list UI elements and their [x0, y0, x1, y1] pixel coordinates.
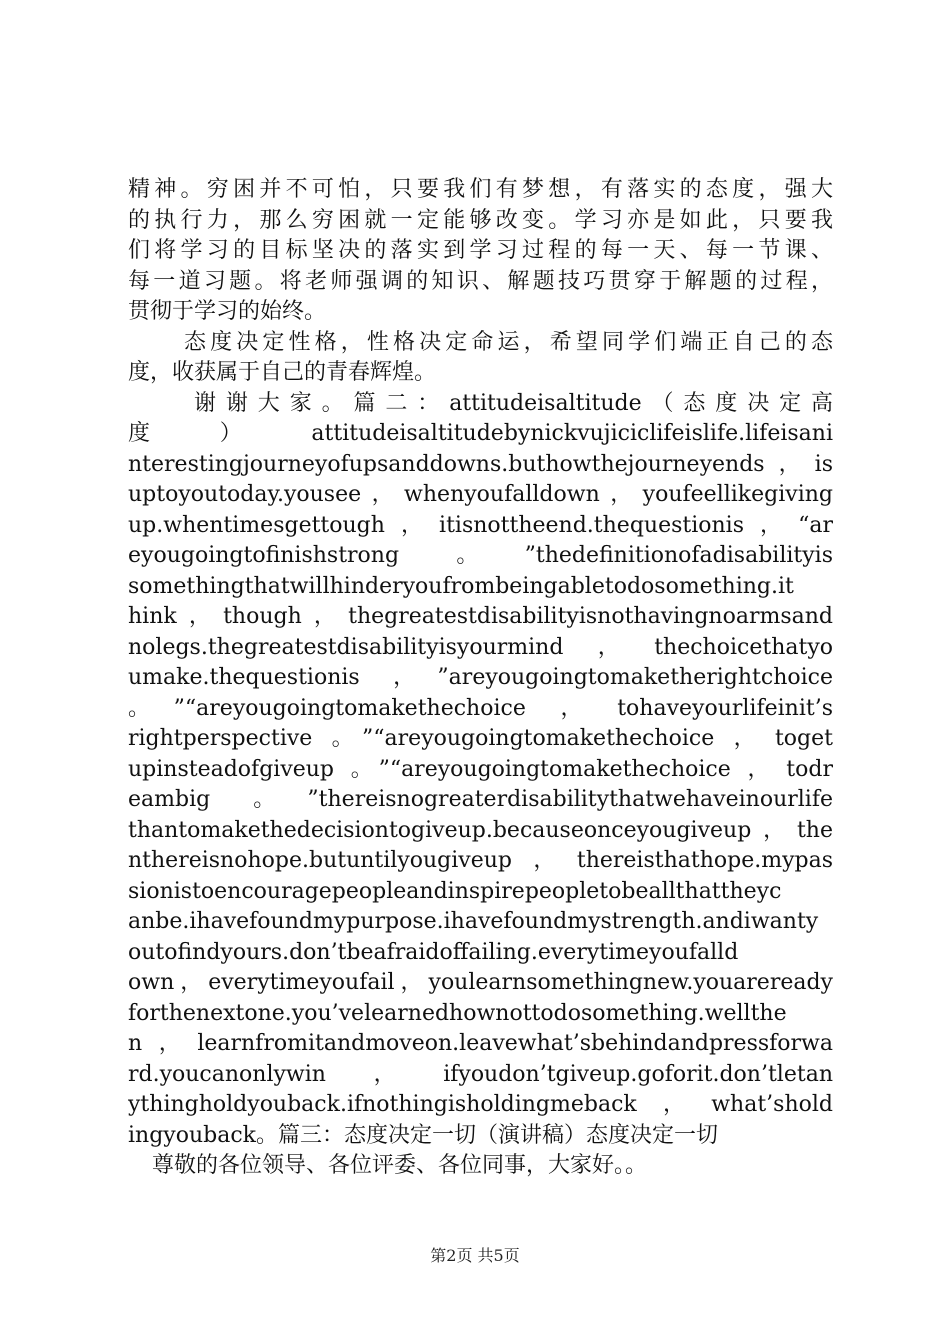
text-line: own，everytimeyoufail，youlearnsomethingnew.youareready [128, 970, 833, 995]
text-line: 精神。穷困并不可怕，只要我们有梦想，有落实的态度，强大 [128, 177, 833, 202]
text-line: nterestingjourneyofupsanddowns.buthowthejourneyends，is [128, 451, 833, 477]
text-line: n，learnfromitandmoveon.leavewhat’sbehindandpressforwa [128, 1031, 833, 1056]
text-line: 度）attitudeisaltitudebynickvujiciclifeislife.lifeisani [128, 421, 833, 446]
text-line: nthereisnohope.butuntilyougiveup，thereisthathope.mypas [128, 848, 833, 873]
text-line: uptoyoutoday.yousee，whenyoufalldown，youfeellikegiving [128, 482, 833, 507]
text-line: 。”“areyougoingtomakethechoice，tohaveyourlifeinit’s [128, 695, 833, 721]
text-line: 贯彻于学习的始终。 [128, 299, 327, 324]
text-line: ingyouback。篇三：态度决定一切（演讲稿）态度决定一切 [128, 1122, 718, 1148]
text-line: nolegs.thegreatestdisabilityisyourmind，thechoicethatyo [128, 634, 833, 660]
text-line: 谢谢大家。篇二：attitudeisaltitude（态度决定高 [194, 390, 833, 416]
text-line: rightperspective。”“areyougoingtomakethechoice，toget [128, 726, 833, 751]
text-line: hink，though，thegreatestdisabilityisnothavingnoarmsand [128, 604, 833, 629]
page-number-footer: 第2页 共5页 [430, 1246, 520, 1265]
text-line: ythingholdyouback.ifnothingisholdingmeback，what’shold [128, 1092, 833, 1117]
text-line: outofindyours.don’tbeafraidoffailing.everytimeyoufalld [128, 939, 739, 965]
text-line: upinsteadofgiveup。”“areyougoingtomakethechoice，todr [128, 756, 833, 782]
text-line: eyougoingtofinishstrong。”thedefinitionofadisabilityis [128, 543, 833, 568]
text-line: eambig。”thereisnogreaterdisabilitythatwehaveinourlife [128, 787, 833, 812]
text-line: 尊敬的各位领导、各位评委、各位同事，大家好。。 [152, 1153, 648, 1178]
text-line: 态度决定性格，性格决定命运，希望同学们端正自己的态 [184, 329, 833, 355]
text-line: anbe.ihavefoundmypurpose.ihavefoundmystrength.andiwanty [128, 909, 819, 934]
text-line: 度，收获属于自己的青春辉煌。 [128, 360, 437, 385]
text-line: 的执行力，那么穷困就一定能够改变。学习亦是如此，只要我 [128, 207, 833, 233]
text-line: umake.thequestionis，”areyougoingtomaketherightchoice [128, 665, 833, 690]
text-line: rd.youcanonlywin，ifyoudon’tgiveup.goforit.don’tletan [128, 1061, 833, 1087]
text-line: 们将学习的目标坚决的落实到学习过程的每一天、每一节课、 [128, 238, 833, 263]
text-line: 每一道习题。将老师强调的知识、解题技巧贯穿于解题的过程， [128, 268, 833, 294]
text-line: forthenextone.you’velearnedhownottodosomething.wellthe [128, 1000, 787, 1026]
text-line: thantomakethedecisiontogiveup.becauseonceyougiveup，the [128, 817, 833, 843]
text-line: up.whentimesgettough，itisnottheend.thequestionis，“ar [128, 512, 833, 538]
text-line: sionistoencouragepeopleandinspirepeopletobeallthattheyc [128, 878, 782, 904]
document-body [128, 175, 833, 1182]
text-line: somethingthatwillhinderyoufrombeingabletodosomething.it [128, 573, 794, 599]
